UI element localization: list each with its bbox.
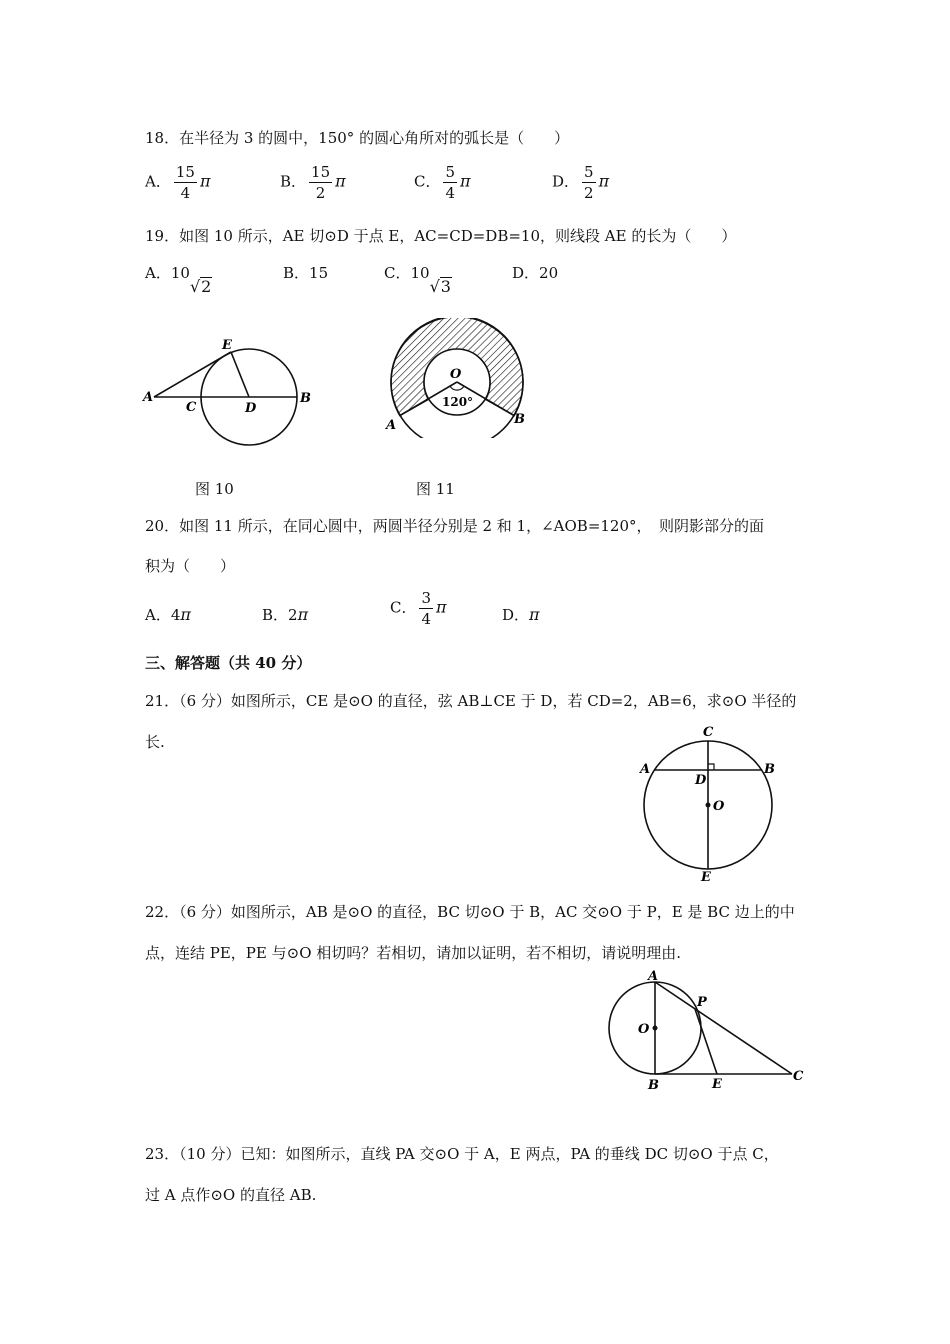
label-o: O [713, 799, 725, 814]
label-c: C [703, 725, 714, 740]
label-b: B [514, 412, 525, 427]
numerator: 3 [421, 589, 432, 607]
denominator: 2 [584, 184, 594, 202]
q18-option-d [552, 163, 609, 202]
denominator: 4 [174, 182, 197, 202]
fraction [443, 163, 457, 202]
q20-option-d [502, 604, 540, 625]
label-p: P [697, 995, 707, 1010]
pi-symbol: π [529, 605, 540, 624]
fraction [309, 163, 332, 202]
pi-symbol: π [297, 605, 309, 624]
fraction [174, 163, 197, 202]
numerator: 5 [584, 163, 594, 181]
label-a: A [640, 762, 651, 777]
fraction [582, 163, 596, 202]
q22-line2: 点，连结 PE，PE 与⊙O 相切吗？若相切，请加以证明，若不相切，请说明理由. [145, 944, 682, 962]
center-dot [653, 1026, 658, 1031]
label-c: C [793, 1069, 804, 1084]
label-e: E [701, 870, 711, 882]
sqrt-symbol: √2 [189, 277, 212, 296]
option-letter: A． [145, 172, 171, 191]
fraction [419, 589, 433, 628]
label-angle: 120° [442, 395, 474, 409]
label-b: B [648, 1078, 659, 1093]
label-d: D [245, 401, 257, 416]
option-letter: B． [262, 606, 289, 624]
q18-option-b [280, 163, 346, 202]
numerator: 15 [175, 163, 195, 181]
option-letter: B． [280, 172, 307, 191]
sqrt-symbol: √3 [429, 277, 451, 296]
numerator: 15 [311, 163, 331, 181]
label-d: D [695, 773, 707, 788]
label-o: O [638, 1022, 650, 1037]
pi-symbol: π [180, 605, 191, 624]
q19-option-b [283, 262, 328, 283]
denominator: 4 [421, 610, 432, 628]
pi-symbol: π [460, 171, 471, 191]
line-ac [655, 982, 792, 1074]
figure-q21 [630, 722, 790, 882]
q23-line1: 23．（10 分）已知：如图所示，直线 PA 交⊙O 于 A，E 两点，PA 的垂线 DC 切⊙O 于点 C， [145, 1145, 779, 1163]
option-value: 2 [288, 606, 298, 624]
label-b: B [764, 762, 775, 777]
option-value: 10 [170, 264, 190, 282]
section-title: 三、解答题（共 40 分） [145, 654, 312, 672]
pi-symbol: π [598, 171, 610, 191]
label-b: B [300, 391, 311, 406]
option-value: 4 [170, 606, 181, 624]
q21-line1: 21．（6 分）如图所示，CE 是⊙O 的直径，弦 AB⊥CE 于 D，若 CD=2，AB=6，求⊙O 半径的 [145, 692, 797, 710]
label-e: E [222, 338, 232, 353]
q20-option-a [145, 604, 191, 625]
q22-line1: 22．（6 分）如图所示，AB 是⊙O 的直径，BC 切⊙O 于 B，AC 交⊙O 于 P，E 是 BC 边上的中 [145, 903, 795, 921]
option-letter: A． [145, 264, 171, 282]
pi-symbol: π [335, 171, 346, 191]
q19-option-c [384, 262, 452, 296]
q20-stem-line1: 20．如图 11 所示，在同心圆中，两圆半径分别是 2 和 1，∠AOB=120°， 则阴影部分的面 [145, 517, 765, 535]
q19-stem: 19．如图 10 所示，AE 切⊙D 于点 E，AC=CD=DB=10，则线段 AE 的长为（ ） [145, 227, 737, 245]
denominator: 2 [309, 182, 332, 202]
pi-symbol: π [199, 171, 211, 191]
label-o: O [450, 367, 462, 382]
option-value: 10 [410, 264, 430, 282]
denominator: 4 [445, 184, 456, 202]
q21-line2: 长. [145, 733, 165, 751]
q20-option-c [390, 589, 447, 628]
option-letter: A． [145, 606, 171, 624]
center-dot [706, 803, 711, 808]
label-a: A [386, 418, 397, 433]
q18-option-c [414, 163, 471, 202]
option-letter: D． [552, 172, 580, 191]
label-a: A [143, 390, 154, 405]
figure-10 [140, 335, 330, 450]
label-a: A [648, 969, 659, 984]
option-letter: D． [512, 264, 540, 282]
option-letter: C． [384, 264, 411, 282]
option-value: 20 [539, 264, 559, 282]
option-letter: C． [390, 598, 417, 617]
line-de [231, 352, 249, 397]
figure-11-caption: 图 11 [416, 480, 455, 498]
option-letter: C． [414, 172, 441, 191]
q19-option-d [512, 262, 558, 283]
line-ae [154, 352, 231, 397]
pi-symbol: π [436, 597, 447, 617]
q18-option-a [145, 163, 210, 202]
right-angle-mark [708, 764, 714, 770]
radicand: 2 [201, 277, 212, 296]
figure-11 [380, 318, 530, 438]
figure-q22 [600, 968, 810, 1098]
q18-stem: 18．在半径为 3 的圆中，150° 的圆心角所对的弧长是（ ） [145, 129, 570, 147]
q20-stem-line2: 积为（ ） [145, 557, 236, 575]
option-letter: B． [283, 264, 310, 282]
q20-option-b [262, 604, 308, 625]
label-c: C [186, 400, 197, 415]
label-e: E [712, 1077, 722, 1092]
option-letter: D． [502, 606, 530, 624]
radicand: 3 [440, 277, 451, 296]
figure-10-caption: 图 10 [195, 480, 234, 498]
q23-line2: 过 A 点作⊙O 的直径 AB. [145, 1186, 317, 1204]
numerator: 5 [445, 163, 456, 181]
q19-option-a [145, 262, 212, 296]
option-value: 15 [309, 264, 329, 282]
